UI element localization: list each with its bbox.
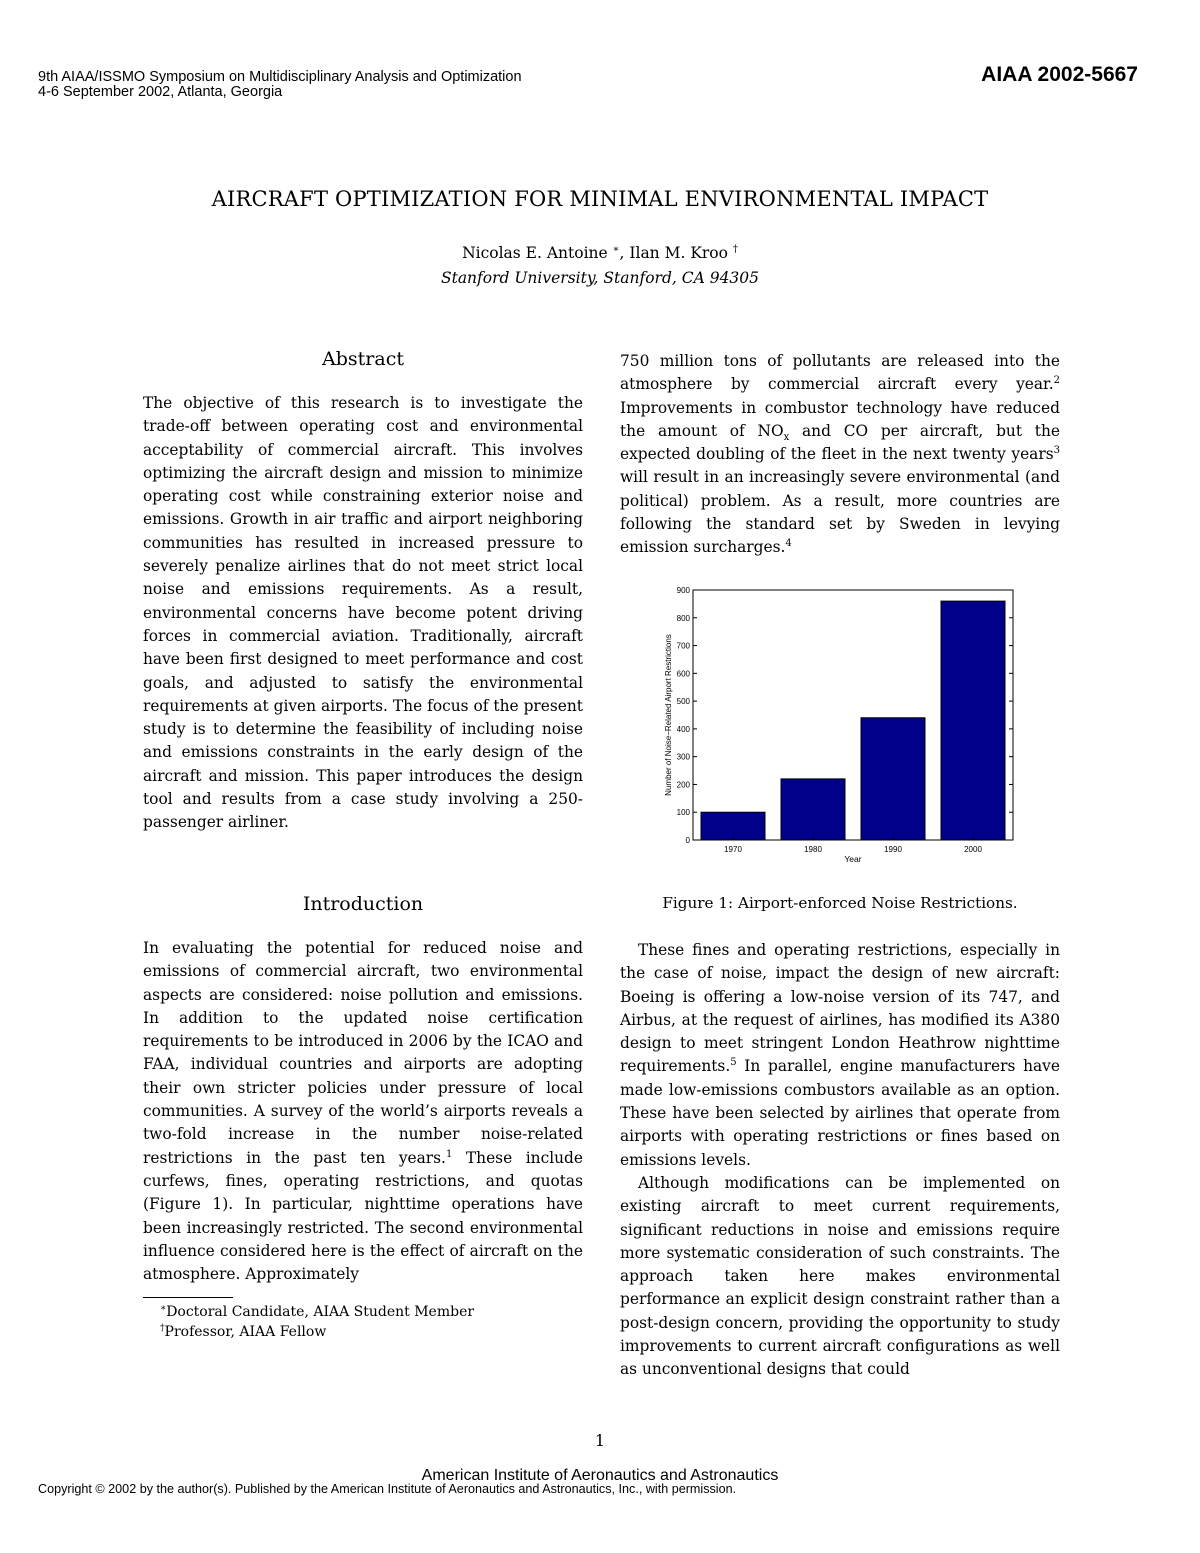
figure-1-caption: Figure 1: Airport-enforced Noise Restrictions. (662, 894, 1018, 912)
bar (701, 812, 765, 840)
introduction-para-3 (620, 939, 1060, 1382)
conference-line-1: 9th AIAA/ISSMO Symposium on Multidisciplinary Analysis and Optimization (38, 69, 522, 85)
x-tick-label: 1980 (804, 845, 822, 854)
intro-p3-a: These fines and operating restrictions, especially in the case of noise, impact the design of new aircraft: Boeing is offering a low-noise version of its 747, and Airbus, at the request of airlines, has modified its A380 design to meet stringent London Heathrow nighttime requirements. (620, 941, 1060, 1076)
bar (941, 601, 1005, 840)
intro-p2-d: will result in an increasingly severe environmental (and political) problem. As a result, more countries are following the standard set by Sweden in levying emission surcharges. (620, 468, 1060, 557)
ref-5: 5 (730, 1057, 737, 1069)
footnote-rule (143, 1297, 233, 1298)
intro-p4: Although modifications can be implemented on existing aircraft to meet current requirements, significant reductions in noise and emissions require more systematic consideration of such constraints. The approach taken here makes environmental performance an explicit design constraint rather than a post-design concern, providing the opportunity to study improvements to current aircraft configurations as well as unconventional designs that could (620, 1173, 1060, 1379)
figure-1-chart (655, 582, 1030, 867)
y-tick-label: 0 (685, 836, 690, 845)
footnote-1 (160, 1302, 474, 1322)
page-number: 1 (594, 1431, 606, 1450)
conference-line-2: 4-6 September 2002, Atlanta, Georgia (38, 84, 283, 100)
author-2-mark: † (732, 243, 738, 255)
intro-p2-a: 750 million tons of pollutants are released into the atmosphere by commercial aircraft every year. (620, 352, 1060, 394)
footnote-2-text: Professor, AIAA Fellow (164, 1324, 327, 1340)
y-axis-label: Number of Noise−Related Airport Restrictions (664, 634, 673, 796)
footer-organization: American Institute of Aeronautics and Astronautics (421, 1467, 779, 1484)
abstract-heading: Abstract (322, 348, 404, 370)
author-separator: , (619, 244, 625, 262)
y-tick-label: 700 (676, 641, 690, 651)
y-tick-label: 400 (676, 724, 690, 734)
y-tick-label: 900 (676, 586, 690, 595)
author-line (0, 244, 1200, 262)
ref-1: 1 (445, 1148, 453, 1160)
author-2: Ilan M. Kroo (629, 244, 728, 262)
y-tick-label: 300 (676, 752, 690, 762)
ref-2: 2 (1053, 375, 1060, 387)
x-axis-label: Year (844, 854, 862, 864)
footnote-2-mark: † (160, 1323, 165, 1334)
paper-title: AIRCRAFT OPTIMIZATION FOR MINIMAL ENVIRONMENTAL IMPACT (211, 187, 989, 211)
intro-p1-b: These include curfews, fines, operating restrictions, and quotas (Figure 1). In particular, nighttime operations have been increasingly restricted. The second environmental influence considered here is the effect of aircraft on the atmosphere. Approximately (143, 1148, 584, 1284)
ref-3: 3 (1053, 445, 1060, 457)
introduction-heading: Introduction (302, 893, 424, 915)
abstract-text: The objective of this research is to investigate the trade-off between operating cost and environmental acceptability of commercial aircraft. This involves optimizing the aircraft design and mission to minimize operating cost while constraining exterior noise and emissions. Growth in air traffic and airport neighboring communities has resulted in increased pressure to severely penalize airlines that do not meet strict local noise and emissions requirements. As a result, environmental concerns have become potent driving forces in commercial aviation. Traditionally, aircraft have been first designed to meet performance and cost goals, and adjusted to satisfy the environmental requirements at given airports. The focus of the present study is to determine the feasibility of including noise and emissions constraints in the early design of the aircraft and mission. This paper introduces the design tool and results from a case study involving a 250-passenger airliner. (143, 394, 583, 832)
introduction-para-2 (620, 350, 1060, 560)
y-tick-label: 200 (676, 780, 690, 790)
x-tick-label: 1970 (724, 845, 742, 854)
author-1: Nicolas E. Antoine (462, 244, 608, 262)
footnote-2 (160, 1322, 326, 1342)
introduction-para-1 (143, 937, 583, 1286)
nox-subscript: x (783, 431, 790, 443)
x-tick-label: 1990 (884, 845, 902, 854)
ref-4: 4 (785, 538, 792, 550)
intro-p2-c: and CO per aircraft, but the expected doubling of the fleet in the next twenty years (620, 421, 1060, 464)
footnote-1-text: Doctoral Candidate, AIAA Student Member (166, 1304, 475, 1320)
footnote-1-mark: ∗ (160, 1303, 167, 1314)
y-tick-label: 800 (676, 613, 690, 623)
affiliation: Stanford University, Stanford, CA 94305 (440, 269, 760, 287)
bar (781, 779, 845, 840)
footer-copyright: Copyright © 2002 by the author(s). Published by the American Institute of Aeronautics and Astronautics, Inc., with permission. (38, 1482, 737, 1496)
abstract-body (143, 392, 583, 835)
y-tick-label: 600 (676, 669, 690, 679)
intro-p3-b: In parallel, engine manufacturers have made low-emissions combustors available as an option. These have been selected by airlines that operate from airports with operating restrictions or fines based on emissions levels. (620, 1057, 1060, 1169)
intro-p2-b: Improvements in combustor technology have reduced the amount of NO (620, 398, 1060, 440)
bar (861, 718, 925, 840)
author-1-mark: ∗ (612, 243, 620, 255)
intro-p1-a: In evaluating the potential for reduced noise and emissions of commercial aircraft, two environmental aspects are considered: noise pollution and emissions. In addition to the updated noise certification requirements to be introduced in 2006 by the ICAO and FAA, individual countries and airports are adopting their own stricter policies under pressure of local communities. A survey of the world’s airports reveals a two-fold increase in the number noise-related restrictions in the past ten years. (143, 939, 583, 1167)
y-tick-label: 500 (676, 697, 690, 707)
y-tick-label: 100 (676, 808, 690, 818)
paper-id: AIAA 2002-5667 (981, 63, 1138, 86)
x-tick-label: 2000 (964, 845, 982, 854)
